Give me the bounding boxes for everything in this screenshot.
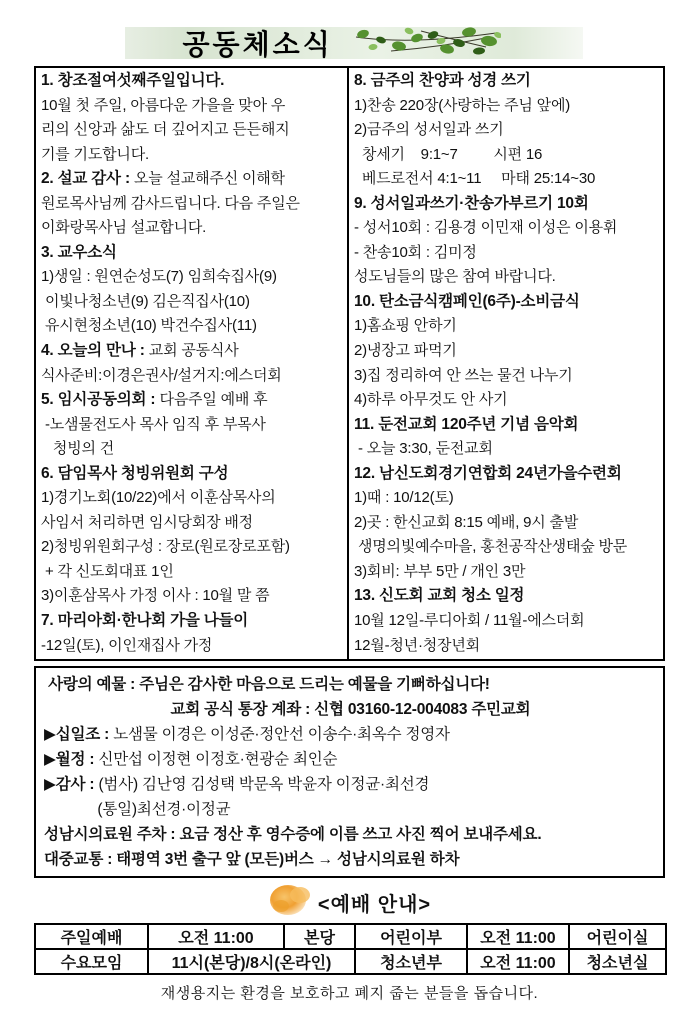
worship-guide-title: <예배 안내> — [317, 893, 432, 916]
text-line: 1)경기노회(10/22)에서 이훈삼목사의 — [41, 489, 276, 507]
worship-table-cell: 오전 11:00 — [467, 924, 569, 949]
worship-table-cell: 청소년실 — [569, 949, 666, 974]
text-line: 성남시의료원 주차 : 요금 정산 후 영수증에 이름 쓰고 사진 찍어 보내주세요. — [44, 826, 542, 844]
text-line: 12월-청년·청장년회 — [354, 636, 480, 654]
worship-table-cell: 본당 — [284, 924, 355, 949]
text-line: 기를 기도합니다. — [41, 145, 149, 163]
text-line: 1)홈쇼핑 안하기 — [354, 317, 457, 335]
text-line: 8. 금주의 찬양과 성경 쓰기 — [354, 72, 531, 89]
worship-guide-heading — [0, 885, 699, 919]
text-line: ▶월정 : 신만섭 이정현 이정호·현광순 최인순 — [44, 751, 338, 769]
text-line: 대중교통 : 태평역 3번 출구 앞 (모든)버스 → 성남시의료원 하차 — [44, 851, 460, 869]
worship-table-cell: 수요모임 — [35, 949, 148, 974]
text-line: 13. 신도회 교회 청소 일정 — [354, 587, 525, 605]
worship-table-cell: 11시(본당)/8시(온라인) — [148, 949, 355, 974]
text-line: 3. 교우소식 — [41, 243, 117, 261]
text-line: 이빛나청소년(9) 김은직집사(10) — [41, 292, 250, 310]
text-line: 10월 12일-루디아회 / 11월-에스더회 — [354, 612, 585, 630]
text-line: 9. 성서일과쓰기·찬송가부르기 10회 — [354, 194, 589, 212]
text-line: + 각 신도회대표 1인 — [41, 562, 174, 580]
text-line: -노샘물전도사 목사 임직 후 부목사 — [41, 415, 266, 433]
text-line: 원로목사님께 감사드립니다. 다음 주일은 — [41, 194, 300, 212]
text-line: 유시현청소년(10) 박건수집사(11) — [41, 317, 257, 335]
text-line: 생명의빛예수마을, 홍천공작산생태숲 방문 — [354, 538, 628, 556]
text-line: - 성서10회 : 김용경 이민재 이성은 이용휘 — [354, 219, 618, 237]
worship-table-cell: 주일예배 — [35, 924, 148, 949]
worship-table-row — [35, 924, 666, 949]
news-column-right — [347, 68, 663, 659]
text-line: 7. 마리아회·한나회 가을 나들이 — [41, 612, 249, 630]
text-line: 2)청빙위원회구성 : 장로(원로장로포함) — [41, 538, 290, 556]
text-line: 1)생일 : 원연순성도(7) 임희숙집사(9) — [41, 268, 277, 286]
worship-table-cell: 오전 11:00 — [148, 924, 284, 949]
news-column-left — [36, 68, 347, 659]
text-line: 사임서 처리하면 임시당회장 배정 — [41, 513, 253, 531]
text-line: 2)금주의 성서일과 쓰기 — [354, 121, 504, 139]
text-line: 베드로전서 4:1~11 마태 25:14~30 — [354, 170, 596, 188]
worship-table-body — [35, 924, 666, 974]
text-line: 3)이훈삼목사 가정 이사 : 10월 말 쯤 — [41, 587, 270, 605]
text-line: 10. 탄소금식캠페인(6주)-소비금식 — [354, 292, 580, 310]
worship-table-cell: 청소년부 — [355, 949, 467, 974]
text-line: -12일(토), 이인재집사 가정 — [41, 636, 213, 654]
text-line: - 오늘 3:30, 둔전교회 — [354, 440, 493, 458]
text-line: 창세기 9:1~7 시편 16 — [354, 145, 543, 163]
recycle-note: 재생용지는 환경을 보호하고 폐지 줍는 분들을 돕습니다. — [160, 985, 539, 1003]
text-line: 3)집 정리하여 안 쓰는 물건 나누기 — [354, 366, 573, 384]
worship-schedule-table — [34, 923, 667, 975]
text-line: 교회 공식 통장 계좌 : 신협 03160-12-004083 주민교회 — [170, 701, 531, 719]
text-line: 3)회비: 부부 5만 / 개인 3만 — [354, 562, 526, 580]
text-line: 2. 설교 감사 : 오늘 설교해주신 이해학 — [41, 170, 285, 188]
text-line: 식사준비:이경은권사/설거지:에스더회 — [41, 366, 282, 384]
text-line: 10월 첫 주일, 아름다운 가을을 맞아 우 — [41, 96, 286, 114]
leaf-sprig-icon — [351, 23, 501, 64]
text-line: 사랑의 예물 : 주님은 감사한 마음으로 드리는 예물을 기뻐하십니다! — [44, 676, 490, 694]
worship-table-row — [35, 949, 666, 974]
text-line: (통일)최선경·이정균 — [44, 801, 231, 819]
text-line: ▶감사 : (범사) 김난영 김성택 박문옥 박윤자 이정균·최선경 — [44, 776, 430, 794]
text-line: 청빙의 건 — [41, 440, 115, 458]
worship-table-cell: 어린이실 — [569, 924, 666, 949]
offering-box — [34, 666, 665, 878]
text-line: 6. 담임목사 청빙위원회 구성 — [41, 464, 229, 482]
text-line: 5. 임시공동의회 : 다음주일 예배 후 — [41, 391, 268, 409]
text-line: 2)냉장고 파먹기 — [354, 342, 457, 360]
worship-table-cell: 오전 11:00 — [467, 949, 569, 974]
orange-blob-icon — [268, 884, 314, 921]
text-line: - 찬송10회 : 김미정 — [354, 243, 477, 261]
text-line: 2)곳 : 한신교회 8:15 예배, 9시 출발 — [354, 513, 579, 531]
text-line: 1. 창조절여섯째주일입니다. — [41, 72, 225, 89]
text-line: 1)때 : 10/12(토) — [354, 489, 454, 507]
text-line: 4. 오늘의 만나 : 교회 공동식사 — [41, 342, 239, 360]
worship-table-cell: 어린이부 — [355, 924, 467, 949]
text-line: 이화랑목사님 설교합니다. — [41, 219, 207, 237]
page-title: 공동체소식 — [182, 30, 333, 61]
text-line: 리의 신앙과 삶도 더 깊어지고 든든해지 — [41, 121, 290, 139]
text-line: 12. 남신도회경기연합회 24년가을수련회 — [354, 464, 622, 482]
text-line: 1)찬송 220장(사랑하는 주님 앞에) — [354, 96, 571, 114]
community-news-box — [34, 66, 665, 661]
text-line: 11. 둔전교회 120주년 기념 음악회 — [354, 415, 579, 433]
text-line: ▶십일조 : 노샘물 이경은 이성준·정안선 이송수·최옥수 정영자 — [44, 726, 450, 744]
bulletin-header — [135, 25, 565, 61]
text-line: 성도님들의 많은 참여 바랍니다. — [354, 268, 556, 286]
text-line: 4)하루 아무것도 안 사기 — [354, 391, 508, 409]
